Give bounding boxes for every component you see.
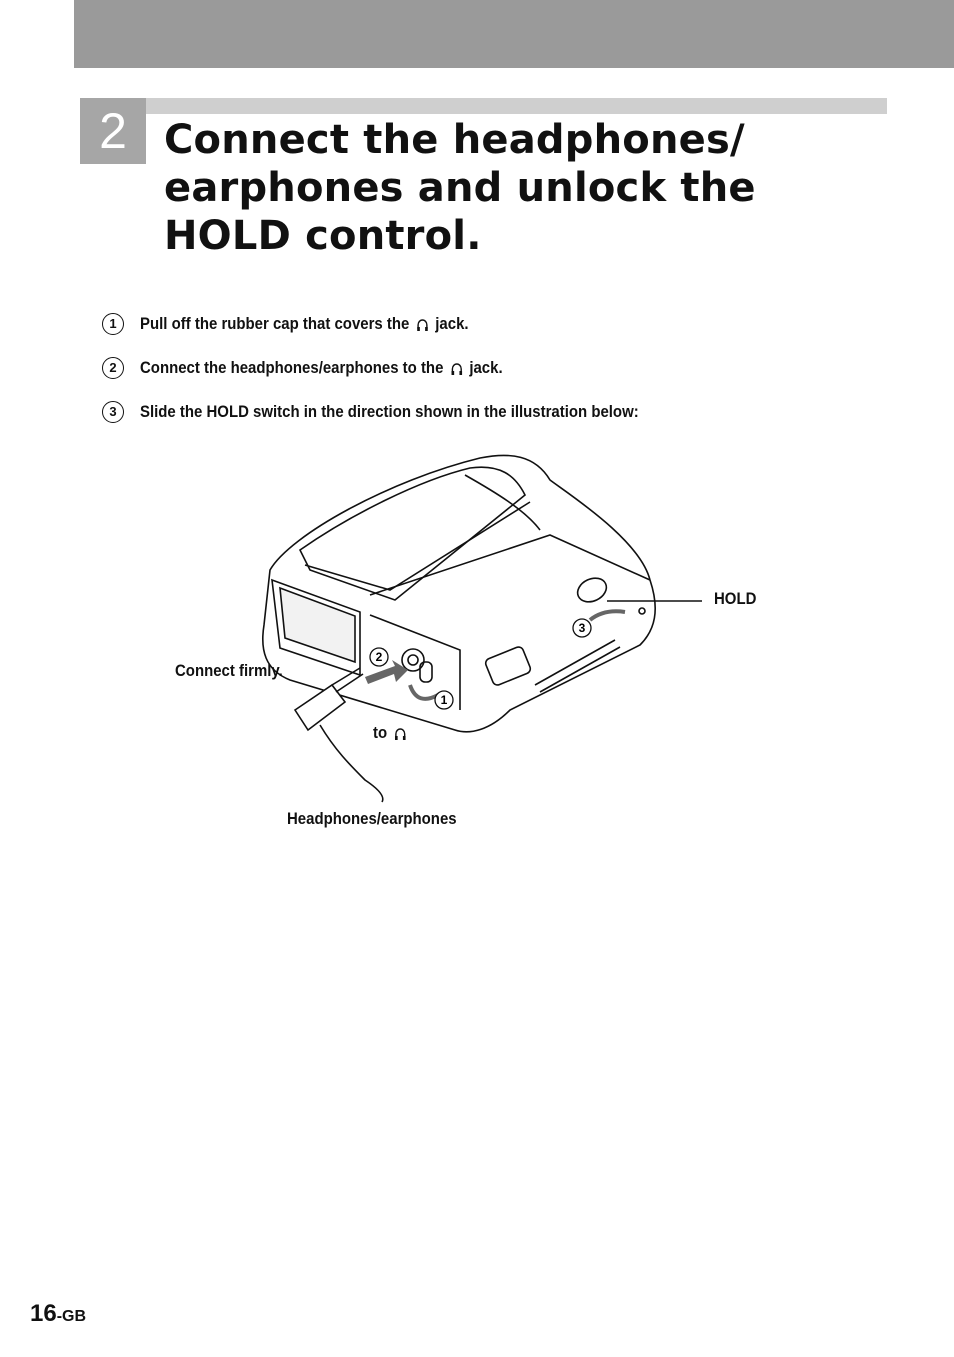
step-text-after: jack.	[469, 358, 503, 377]
step-text	[140, 310, 469, 338]
callout-1: 1	[440, 693, 448, 707]
step-item-3	[102, 398, 922, 442]
step-item-2	[102, 354, 922, 398]
headphones-icon	[449, 361, 463, 377]
page-number	[30, 1300, 86, 1328]
step-text-before: Connect the headphones/earphones to the	[140, 358, 444, 377]
page-title: Connect the headphones/ earphones and unlock the HOLD control.	[164, 117, 756, 259]
step-text	[140, 398, 639, 426]
step-number-circle: 2	[102, 357, 124, 379]
screw-dot	[639, 608, 645, 614]
device-illustration	[160, 440, 800, 840]
connect-firmly-label: Connect firmly.	[175, 661, 283, 680]
step-number-box	[80, 98, 146, 164]
to-label-text: to	[373, 723, 388, 742]
insert-arrow-icon	[365, 660, 408, 684]
side-switch	[484, 646, 532, 687]
headphones-label: Headphones/earphones	[287, 809, 457, 828]
step-number-circle: 3	[102, 401, 124, 423]
pull-arrow-icon	[410, 685, 438, 699]
headphones-icon	[415, 317, 429, 333]
title-rule	[146, 98, 887, 114]
hold-slide-arrow-icon	[590, 611, 625, 620]
device-body	[263, 455, 655, 731]
step-number: 2	[99, 103, 127, 159]
to-jack-label	[373, 723, 409, 743]
page-number-value: 16	[30, 1300, 57, 1327]
step-text-before: Pull off the rubber cap that covers the	[140, 314, 410, 333]
step-number-circle: 1	[102, 313, 124, 335]
step-text	[140, 354, 503, 382]
jack-hole	[408, 655, 418, 665]
steps-list	[102, 310, 922, 442]
top-band	[74, 0, 954, 68]
page-number-suffix: -GB	[56, 1308, 87, 1325]
rubber-cap	[420, 662, 432, 682]
front-window	[280, 588, 355, 662]
step-item-1	[102, 310, 922, 354]
step-text-before: Slide the HOLD switch in the direction shown in the illustration below:	[140, 402, 639, 421]
headphones-icon	[393, 726, 407, 742]
callout-3: 3	[578, 621, 586, 635]
callout-2: 2	[375, 650, 383, 664]
hold-label: HOLD	[714, 589, 757, 608]
cd-player-drawing	[160, 440, 800, 840]
hold-switch	[574, 574, 610, 607]
step-text-after: jack.	[435, 314, 469, 333]
side-groove-2	[540, 647, 620, 692]
